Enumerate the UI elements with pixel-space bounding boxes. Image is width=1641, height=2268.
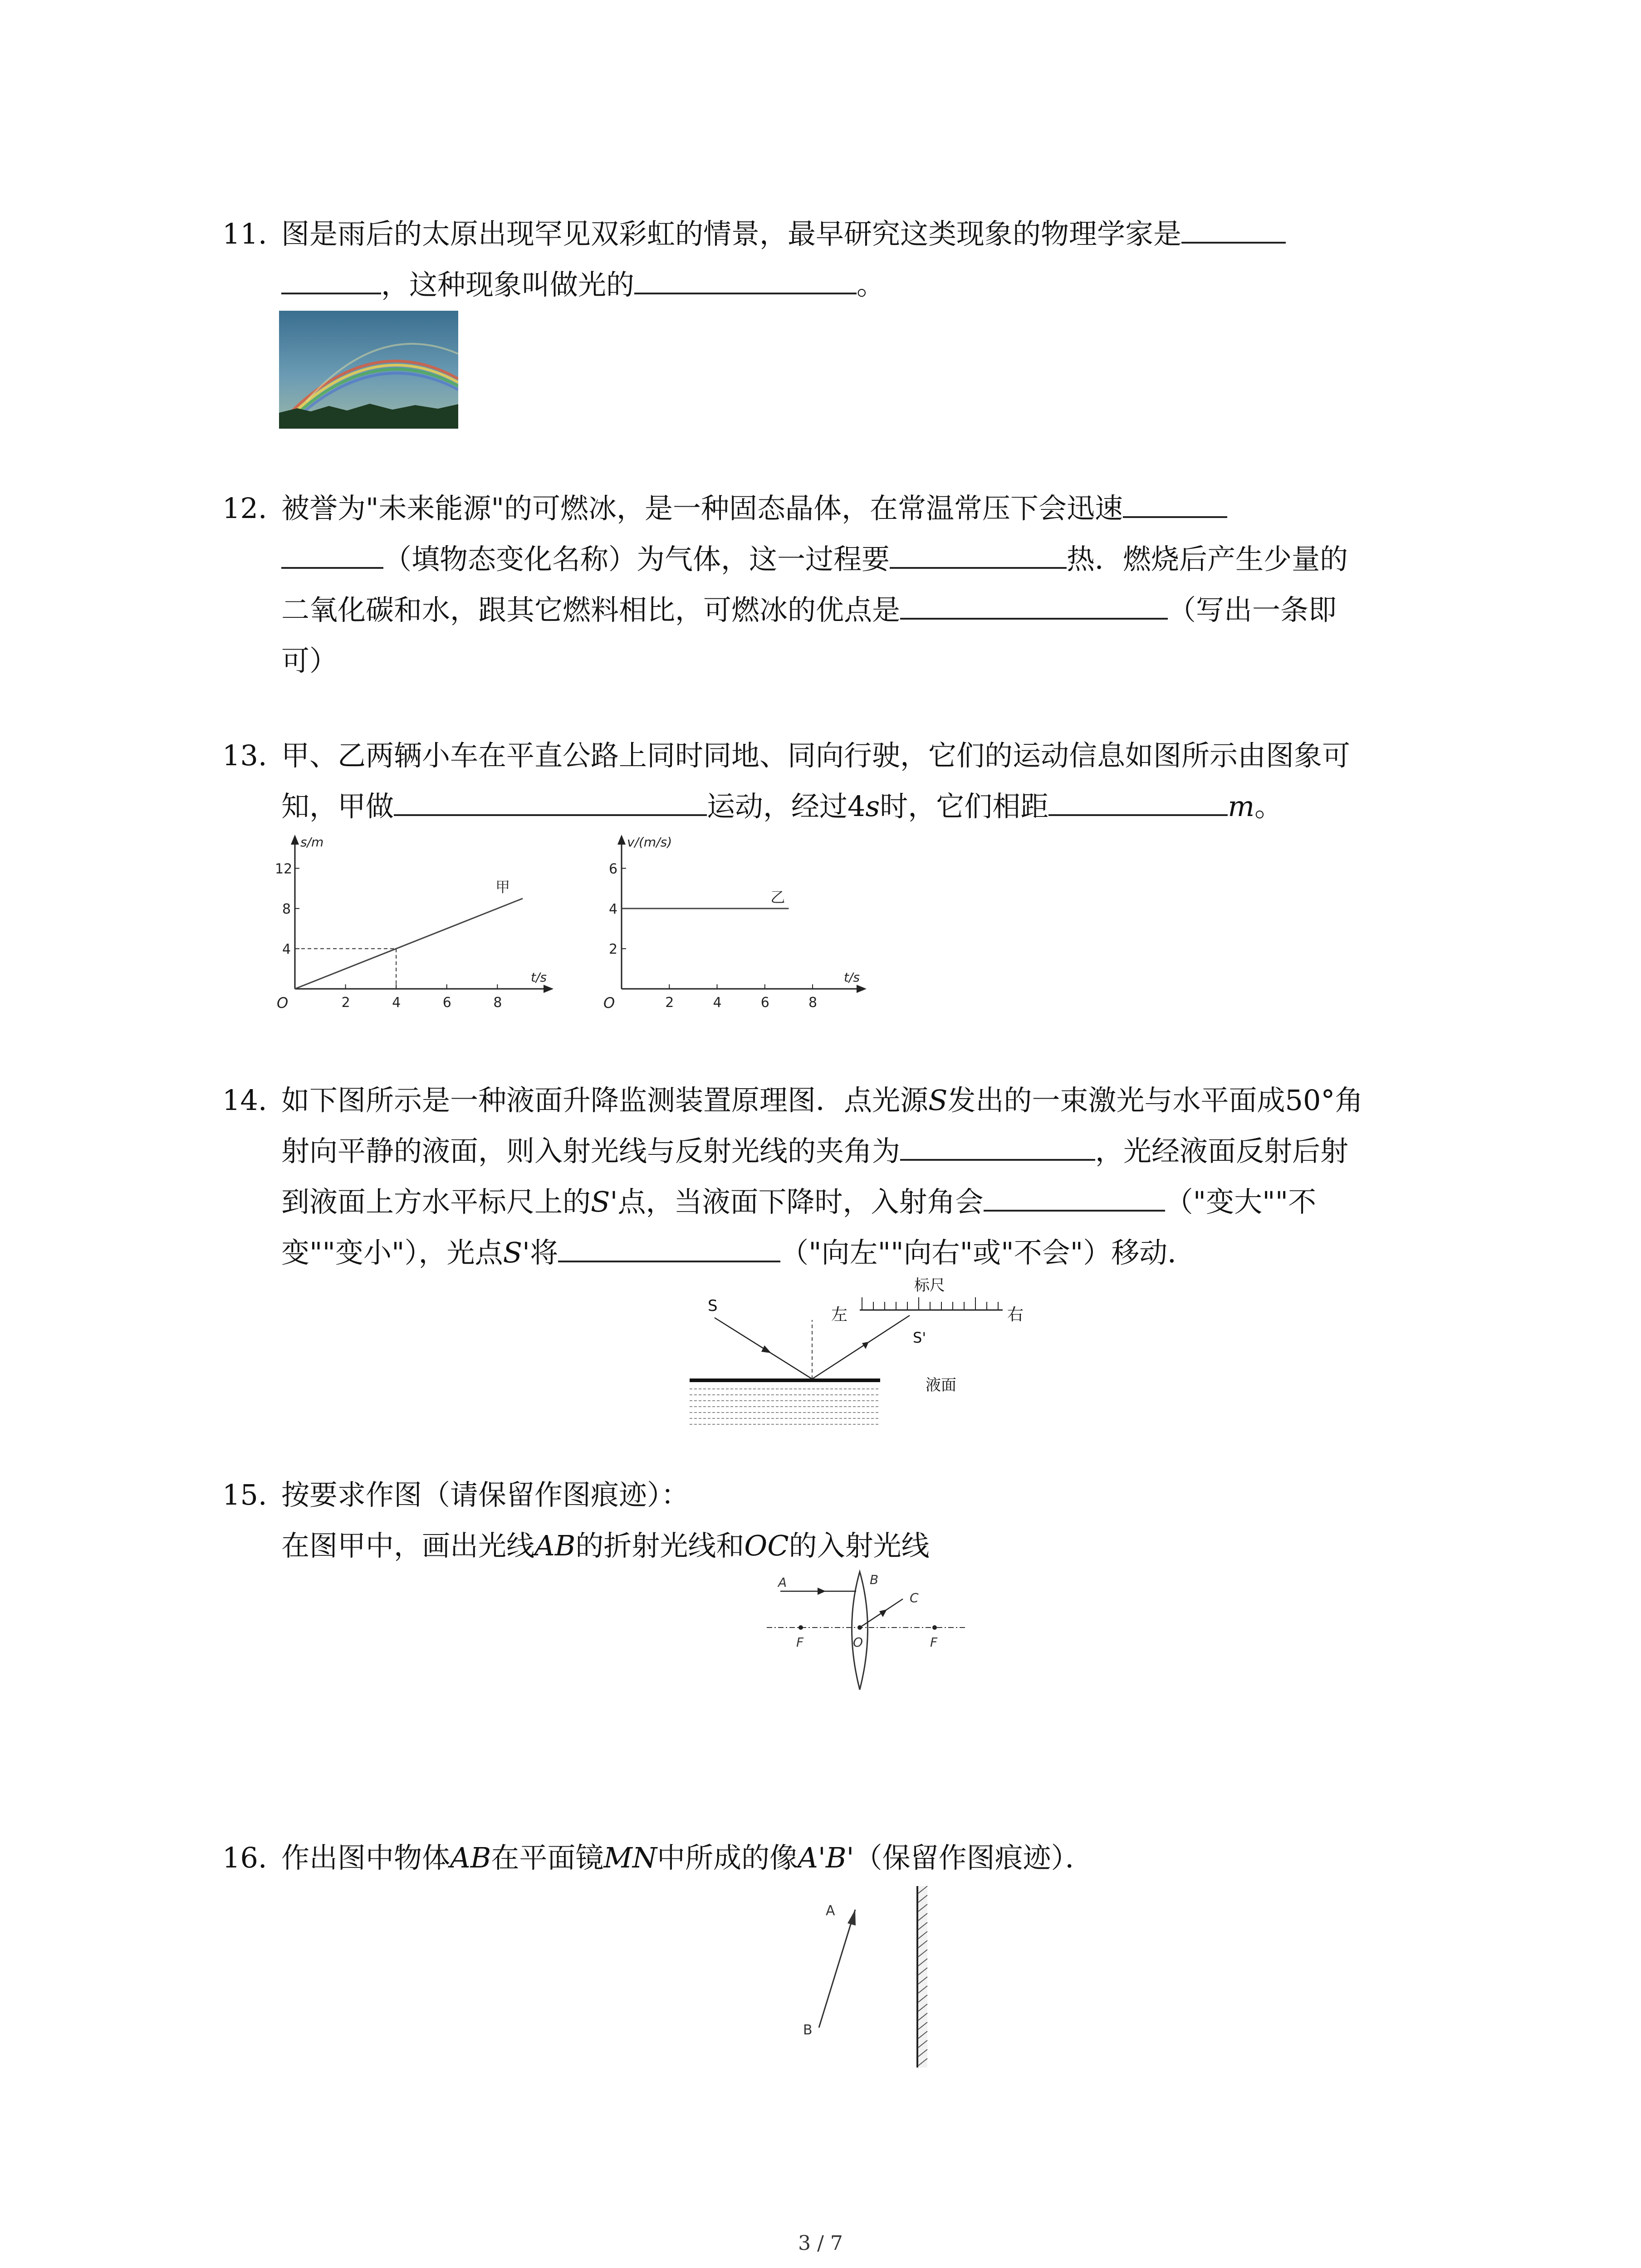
focus-left-point <box>798 1625 803 1630</box>
series-label: 甲 <box>495 878 510 896</box>
x-tick-label: 4 <box>392 995 401 1011</box>
x-tick-label: 6 <box>442 995 451 1011</box>
convex-lens <box>852 1572 868 1690</box>
y-tick-label: 12 <box>275 861 293 877</box>
liquid-level-diagram <box>690 1270 1062 1433</box>
question-text: 。 <box>857 268 885 301</box>
question-text: AB <box>534 1529 576 1562</box>
y-tick-label: 2 <box>609 941 618 958</box>
question-15 <box>222 1470 1493 1579</box>
answer-blank[interactable] <box>900 1134 1095 1161</box>
liquid-body <box>690 1389 880 1424</box>
question-text: 点，当液面下降时，入射角会 <box>617 1185 984 1218</box>
question-14 <box>222 1075 1493 1284</box>
question-text: （写出一条即 <box>1168 593 1337 626</box>
x-tick-label: 4 <box>713 995 722 1011</box>
ruler-label: 标尺 <box>914 1276 945 1295</box>
y-tick-label: 4 <box>282 941 291 958</box>
answer-blank[interactable] <box>558 1235 780 1262</box>
answer-blank[interactable] <box>281 542 383 569</box>
label-f-right: F <box>930 1635 938 1650</box>
x-axis-label: t/s <box>531 970 547 985</box>
answer-blank[interactable] <box>1123 491 1227 518</box>
x-axis-label: t/s <box>844 970 860 985</box>
question-number: 11. <box>222 217 267 250</box>
origin-label: O <box>603 994 615 1012</box>
focus-right-point <box>932 1625 937 1630</box>
question-text: 射向平静的液面，则入射光线与反射光线的夹角为 <box>281 1134 901 1168</box>
question-text: ，这种现象叫做光的 <box>381 268 635 301</box>
question-text: MN <box>603 1841 657 1874</box>
label-a: A <box>778 1575 787 1590</box>
question-text: 。 <box>1254 790 1283 823</box>
question-number: 16. <box>222 1841 267 1874</box>
y-tick-label: 4 <box>609 901 618 917</box>
label-a: A <box>826 1903 835 1919</box>
label-c: C <box>910 1590 919 1605</box>
question-text: s <box>865 790 880 823</box>
question-text: 甲、乙两辆小车在平直公路上同时同地、同向行驶，它们的运动信息如图所示由图象可 <box>281 739 1351 772</box>
question-text: 到液面上方水平标尺上的 <box>281 1185 591 1218</box>
question-text: S' <box>503 1236 530 1269</box>
ruler-right-label: 右 <box>1007 1305 1024 1324</box>
plane-mirror-diagram <box>789 1882 953 2073</box>
question-number: 13. <box>222 739 267 772</box>
answer-blank[interactable] <box>1181 216 1286 244</box>
question-text: 发出的一束激光与水平面成50°角 <box>947 1084 1363 1117</box>
answer-blank[interactable] <box>1048 789 1228 816</box>
question-text: 变""变小"），光点 <box>281 1236 503 1269</box>
question-text: （填物态变化名称）为气体，这一过程要 <box>383 543 890 576</box>
v-t-graph <box>599 832 889 1023</box>
x-tick-label: 2 <box>665 995 674 1011</box>
answer-blank[interactable] <box>394 789 707 816</box>
question-text: 在图甲中，画出光线 <box>281 1529 535 1562</box>
question-text: （保留作图痕迹）． <box>854 1841 1093 1874</box>
answer-blank[interactable] <box>281 267 381 294</box>
reflected-ray <box>812 1315 910 1379</box>
y-axis-arrow <box>291 835 299 845</box>
object-ab <box>819 1910 855 2028</box>
question-text: 可） <box>281 644 338 677</box>
question-text: （"变大""不 <box>1165 1185 1317 1218</box>
question-11 <box>222 209 1447 445</box>
question-number: 15. <box>222 1478 267 1511</box>
y-axis-label: s/m <box>300 835 324 850</box>
question-text: 在平面镜 <box>491 1841 604 1874</box>
answer-blank[interactable] <box>984 1184 1165 1212</box>
question-text: m <box>1228 790 1255 823</box>
question-text: 时，它们相距 <box>880 790 1049 823</box>
answer-blank[interactable] <box>900 592 1168 620</box>
question-text: 的入射光线 <box>789 1529 930 1562</box>
question-text: 热．燃烧后产生少量的 <box>1067 543 1348 576</box>
x-axis-arrow <box>544 985 554 993</box>
ruler-left-label: 左 <box>831 1305 848 1324</box>
question-text: 运动，经过4 <box>707 790 866 823</box>
question-text: 按要求作图（请保留作图痕迹）： <box>281 1478 690 1511</box>
x-tick-label: 8 <box>808 995 818 1011</box>
x-tick-label: 2 <box>341 995 350 1011</box>
ruler <box>860 1297 1003 1310</box>
rainbow-photo <box>279 311 458 429</box>
label-b: B <box>803 2022 813 2038</box>
x-tick-label: 6 <box>760 995 769 1011</box>
surface-label: 液面 <box>926 1376 956 1394</box>
label-f-left: F <box>796 1635 804 1650</box>
question-text: S <box>928 1084 948 1117</box>
x-axis-arrow <box>857 985 867 993</box>
question-text: AB <box>450 1841 491 1874</box>
series-line <box>295 899 523 989</box>
question-text: ，光经液面反射后射 <box>1095 1134 1349 1168</box>
question-text: S' <box>591 1185 618 1218</box>
spot-label: S' <box>913 1329 926 1346</box>
series-label: 乙 <box>770 888 785 906</box>
label-b: B <box>870 1572 879 1587</box>
convex-lens-diagram <box>762 1565 971 1706</box>
page-number: 3 / 7 <box>798 2232 843 2255</box>
question-text: （"向左""向右"或"不会"）移动． <box>780 1236 1196 1269</box>
s-t-graph <box>272 832 581 1023</box>
answer-blank[interactable] <box>890 542 1067 569</box>
question-number: 14. <box>222 1084 267 1117</box>
question-16 <box>222 1833 1493 1887</box>
question-text: A'B' <box>798 1841 854 1874</box>
source-label: S <box>708 1297 718 1315</box>
origin-label: O <box>277 994 289 1012</box>
y-axis-label: v/(m/s) <box>627 835 672 850</box>
y-axis-arrow <box>617 835 626 845</box>
question-text: 的折射光线和 <box>575 1529 745 1562</box>
question-text: OC <box>744 1529 789 1562</box>
label-o: O <box>853 1635 863 1650</box>
question-text: 中所成的像 <box>657 1841 798 1874</box>
question-text: 如下图所示是一种液面升降监测装置原理图．点光源 <box>281 1084 929 1117</box>
question-text: 作出图中物体 <box>281 1841 451 1874</box>
question-text: 被誉为"未来能源"的可燃冰，是一种固态晶体，在常温常压下会迅速 <box>281 492 1123 525</box>
question-text: 知，甲做 <box>281 790 394 823</box>
question-text: 将 <box>530 1236 558 1269</box>
x-tick-label: 8 <box>493 995 502 1011</box>
question-12 <box>222 483 1493 692</box>
answer-blank[interactable] <box>634 267 857 294</box>
question-text: 图是雨后的太原出现罕见双彩虹的情景，最早研究这类现象的物理学家是 <box>281 217 1182 250</box>
optical-center-point <box>857 1625 862 1630</box>
question-number: 12. <box>222 492 267 525</box>
y-tick-label: 8 <box>282 901 291 917</box>
question-text: 二氧化碳和水，跟其它燃料相比，可燃冰的优点是 <box>281 593 901 626</box>
y-tick-label: 6 <box>609 861 618 877</box>
plane-mirror-mn <box>917 1886 927 2068</box>
